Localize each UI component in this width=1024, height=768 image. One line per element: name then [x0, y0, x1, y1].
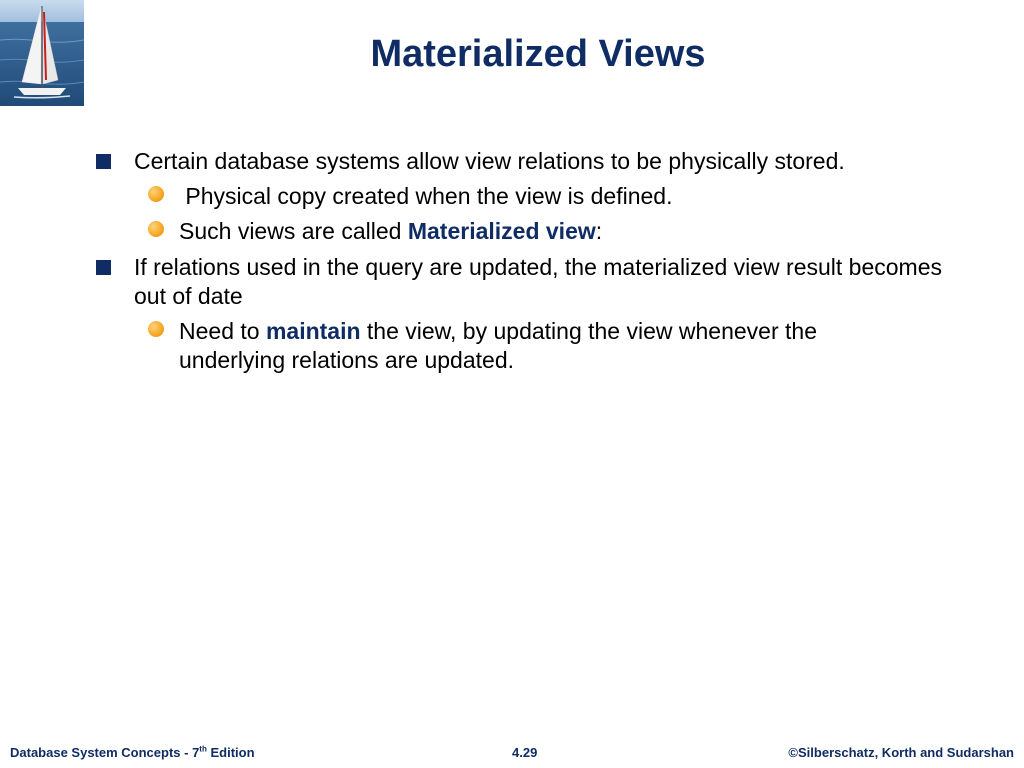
footer-book-title-edition: Edition — [206, 745, 255, 760]
keyword-materialized-view: Materialized view — [407, 218, 596, 244]
square-bullet-icon — [96, 154, 111, 169]
bullet-text: the view, by updating the view whenever the underlying relations are updated. — [179, 318, 824, 373]
list-item — [96, 147, 976, 176]
round-bullet-icon — [148, 186, 164, 202]
round-bullet-icon — [148, 321, 164, 337]
bullet-text: : — [595, 218, 603, 244]
bullet-text: Such views are called — [179, 218, 408, 244]
list-item — [96, 253, 976, 311]
list-item — [96, 182, 976, 211]
bullet-text: Need to — [179, 318, 266, 344]
footer-book-title-sup: th — [199, 744, 207, 754]
footer-page-number: 4.29 — [512, 745, 538, 760]
sailboat-icon — [0, 0, 84, 106]
square-bullet-icon — [96, 260, 111, 275]
footer-copyright: ©Silberschatz, Korth and Sudarshan — [788, 745, 1014, 760]
bullet-list — [96, 140, 976, 375]
bullet-text: If relations used in the query are updated, the materialized view result becomes out of date — [134, 254, 942, 309]
bullet-text: Certain database systems allow view relations to be physically stored. — [134, 148, 845, 174]
keyword-maintain: maintain — [265, 318, 361, 344]
list-item — [96, 317, 976, 375]
bullet-text: Physical copy created when the view is defined. — [179, 183, 673, 209]
round-bullet-icon — [148, 221, 164, 237]
footer-book-title-text: Database System Concepts - 7 — [10, 745, 200, 760]
slide-title: Materialized Views — [370, 33, 706, 75]
footer-book-title — [10, 745, 255, 760]
list-item — [96, 217, 976, 246]
